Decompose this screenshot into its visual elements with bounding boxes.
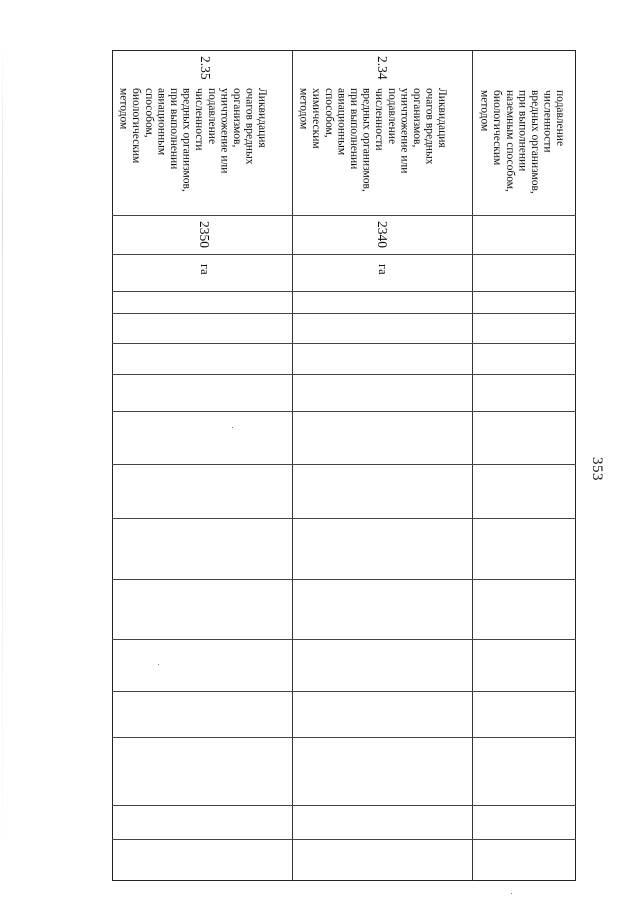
column-divider [112,839,576,840]
row-2-34-value: 2340 [375,221,390,248]
column-divider [112,639,576,640]
row-2-35-value: 2350 [197,221,212,248]
row-2-35-description: Ликвидация очагов вредных организмов, уничтожение или подавление численности вредных организмов, при выполнении авиационным способом, биологическим методом [117,88,269,192]
scan-speck [232,427,233,428]
row-divider [472,50,473,881]
scan-edge-shadow [2,40,3,880]
row-number-2-35: 2.35 [198,56,213,80]
column-divider [112,374,576,375]
column-divider [112,215,576,216]
continuation-description: подавление численности вредных организмов, при выполнении наземным способом, биологическим методом [478,90,567,194]
column-divider [112,579,576,580]
column-divider [112,254,576,255]
scan-speck [511,893,512,894]
column-divider [112,691,576,692]
column-divider [112,291,576,292]
row-2-34-unit: га [376,264,390,275]
row-number-2-34: 2.34 [375,56,390,80]
page-number: 353 [589,457,605,481]
column-divider [112,313,576,314]
column-divider [112,411,576,412]
row-divider [292,50,293,881]
column-divider [112,343,576,344]
column-divider [112,737,576,738]
column-divider [112,805,576,806]
row-2-35-unit: га [198,264,212,275]
column-divider [112,464,576,465]
row-2-34-description: Ликвидация очагов вредных организмов, уничтожение или подавление численности вредных организмов, при выполнении авиационным способом, химическим методом [297,88,449,192]
column-divider [112,518,576,519]
scan-speck [158,664,159,665]
